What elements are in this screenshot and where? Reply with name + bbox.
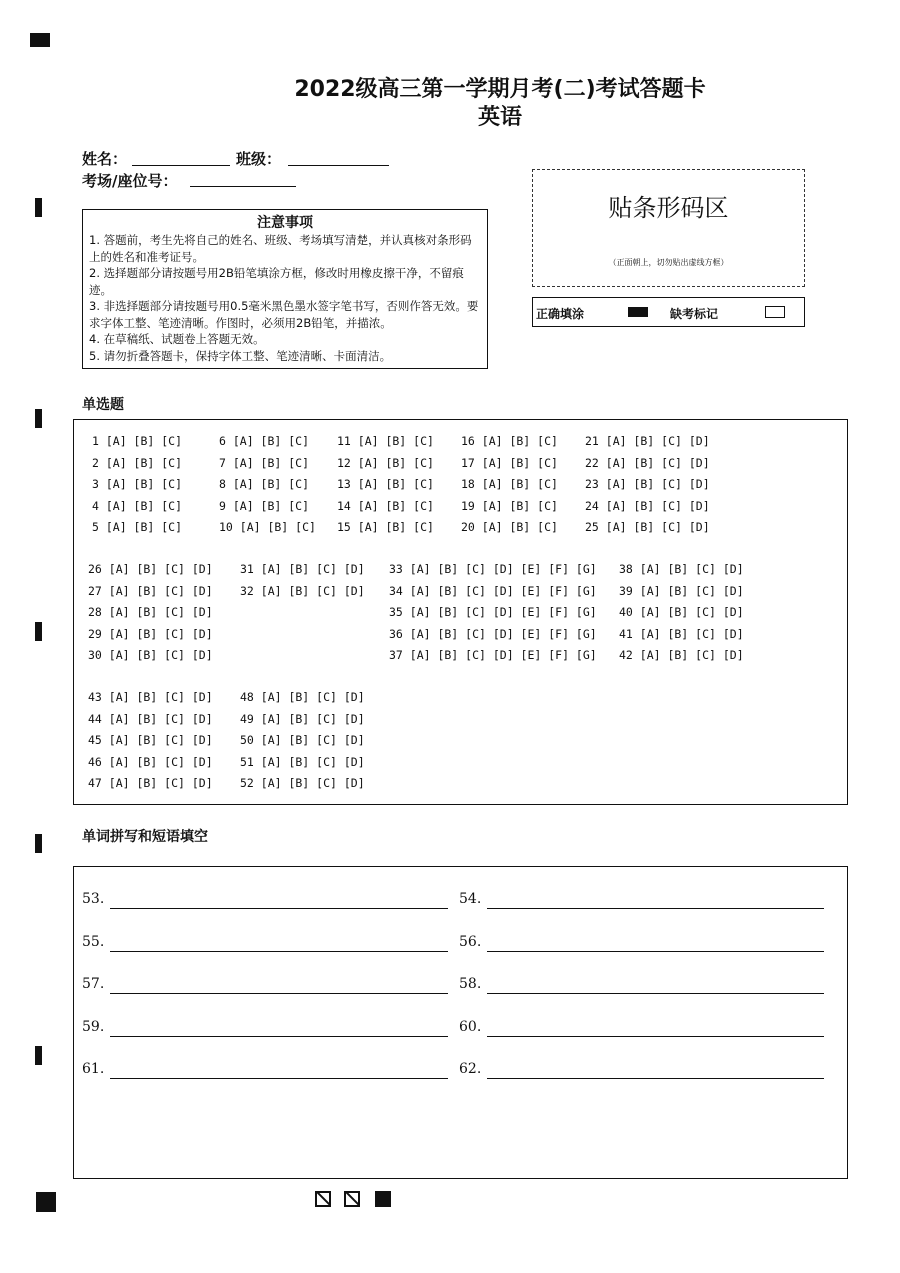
page-title: 2022级高三第一学期月考(二)考试答题卡	[294, 77, 706, 102]
choice-question[interactable]: 52 [A] [B] [C] [D]	[240, 776, 365, 790]
class-label: 班级：	[236, 150, 282, 168]
choice-question[interactable]: 22 [A] [B] [C] [D]	[585, 455, 710, 470]
name-field[interactable]	[132, 165, 230, 166]
blank-number: 62.	[459, 1061, 482, 1077]
choice-question[interactable]: 3 [A] [B] [C]	[92, 477, 183, 491]
answer-line[interactable]	[487, 1078, 824, 1079]
answer-line[interactable]	[110, 993, 448, 994]
choice-question[interactable]: 43 [A] [B] [C] [D]	[88, 690, 213, 704]
blank-number: 58.	[459, 976, 482, 992]
notice-item: 2. 选择题部分请按题号用2B铅笔填涂方框，修改时用橡皮擦干净，不留痕迹。	[89, 266, 464, 297]
seat-label: 考场/座位号：	[82, 172, 178, 190]
blank-number: 54.	[459, 891, 482, 907]
timing-mark	[36, 1192, 56, 1212]
answer-line[interactable]	[487, 951, 824, 952]
choice-question[interactable]: 9 [A] [B] [C]	[219, 498, 310, 513]
answer-line[interactable]	[110, 1078, 448, 1079]
choice-question[interactable]: 48 [A] [B] [C] [D]	[240, 690, 365, 704]
choice-question[interactable]: 10 [A] [B] [C]	[219, 520, 316, 534]
choice-question[interactable]: 24 [A] [B] [C] [D]	[585, 498, 710, 513]
choice-question[interactable]: 37 [A] [B] [C] [D] [E] [F] [G]	[389, 648, 597, 662]
choice-question[interactable]: 31 [A] [B] [C] [D]	[240, 562, 365, 576]
choice-question[interactable]: 28 [A] [B] [C] [D]	[88, 605, 213, 619]
choice-question[interactable]: 20 [A] [B] [C]	[461, 520, 558, 534]
choice-question[interactable]: 32 [A] [B] [C] [D]	[240, 583, 365, 598]
answer-line[interactable]	[487, 993, 824, 994]
choice-question[interactable]: 50 [A] [B] [C] [D]	[240, 733, 365, 747]
choice-question[interactable]: 15 [A] [B] [C]	[337, 520, 434, 534]
notice-item: 4. 在草稿纸、试题卷上答题无效。	[89, 332, 265, 346]
choice-question[interactable]: 49 [A] [B] [C] [D]	[240, 711, 365, 726]
choice-question[interactable]: 11 [A] [B] [C]	[337, 434, 434, 448]
timing-mark	[35, 622, 42, 641]
blank-number: 60.	[459, 1018, 482, 1035]
choice-question[interactable]: 27 [A] [B] [C] [D]	[88, 583, 213, 598]
choice-question[interactable]: 29 [A] [B] [C] [D]	[88, 626, 213, 641]
choice-question[interactable]: 13 [A] [B] [C]	[337, 477, 434, 491]
barcode-area	[532, 169, 805, 287]
choice-question[interactable]: 26 [A] [B] [C] [D]	[88, 562, 213, 576]
choice-question[interactable]: 44 [A] [B] [C] [D]	[88, 711, 213, 726]
choice-question[interactable]: 21 [A] [B] [C] [D]	[585, 434, 710, 448]
notice-box	[82, 209, 488, 369]
choice-question[interactable]: 19 [A] [B] [C]	[461, 498, 558, 513]
answer-line[interactable]	[487, 1036, 824, 1037]
choice-question[interactable]: 18 [A] [B] [C]	[461, 477, 558, 491]
notice-title: 注意事项	[257, 215, 313, 231]
choice-question[interactable]: 6 [A] [B] [C]	[219, 434, 310, 448]
timing-mark	[35, 198, 42, 217]
choice-question[interactable]: 2 [A] [B] [C]	[92, 455, 183, 470]
timing-mark	[35, 1046, 42, 1065]
notice-item: 1. 答题前，考生先将自己的姓名、班级、考场填写清楚，并认真核对条形码上的姓名和准考证号。	[89, 233, 472, 264]
choice-question[interactable]: 16 [A] [B] [C]	[461, 434, 558, 448]
choice-question[interactable]: 42 [A] [B] [C] [D]	[619, 648, 744, 662]
filled-square-icon	[375, 1191, 391, 1207]
choice-question[interactable]: 34 [A] [B] [C] [D] [E] [F] [G]	[389, 583, 597, 598]
choice-question[interactable]: 14 [A] [B] [C]	[337, 498, 434, 513]
choice-question[interactable]: 51 [A] [B] [C] [D]	[240, 754, 365, 769]
choice-question[interactable]: 17 [A] [B] [C]	[461, 455, 558, 470]
correct-fill-sample	[628, 307, 648, 317]
choice-question[interactable]: 23 [A] [B] [C] [D]	[585, 477, 710, 491]
blank-number: 53.	[82, 891, 105, 907]
choice-question[interactable]: 35 [A] [B] [C] [D] [E] [F] [G]	[389, 605, 597, 619]
absent-mark-label: 缺考标记	[670, 307, 719, 321]
choice-question[interactable]: 8 [A] [B] [C]	[219, 477, 310, 491]
choice-question[interactable]: 46 [A] [B] [C] [D]	[88, 754, 213, 769]
crossed-square-icon	[344, 1191, 360, 1207]
timing-mark	[30, 33, 50, 47]
fill-blank-box	[73, 866, 848, 1179]
choice-question[interactable]: 36 [A] [B] [C] [D] [E] [F] [G]	[389, 626, 597, 641]
seat-field[interactable]	[190, 186, 296, 187]
choice-question[interactable]: 25 [A] [B] [C] [D]	[585, 520, 710, 534]
single-choice-title: 单选题	[82, 397, 124, 413]
answer-line[interactable]	[110, 1036, 448, 1037]
single-choice-box	[73, 419, 848, 805]
choice-question[interactable]: 38 [A] [B] [C] [D]	[619, 562, 744, 576]
barcode-hint: （正面朝上，切勿贴出虚线方框）	[608, 258, 729, 267]
name-label: 姓名：	[82, 150, 128, 168]
answer-line[interactable]	[110, 908, 448, 909]
timing-mark	[35, 834, 42, 853]
barcode-label: 贴条形码区	[608, 194, 729, 222]
choice-question[interactable]: 1 [A] [B] [C]	[92, 434, 183, 448]
choice-question[interactable]: 4 [A] [B] [C]	[92, 498, 183, 513]
choice-question[interactable]: 47 [A] [B] [C] [D]	[88, 776, 213, 790]
fill-blank-title: 单词拼写和短语填空	[82, 829, 208, 845]
choice-question[interactable]: 12 [A] [B] [C]	[337, 455, 434, 470]
choice-question[interactable]: 7 [A] [B] [C]	[219, 455, 310, 470]
choice-question[interactable]: 45 [A] [B] [C] [D]	[88, 733, 213, 747]
answer-line[interactable]	[487, 908, 824, 909]
choice-question[interactable]: 41 [A] [B] [C] [D]	[619, 626, 744, 641]
choice-question[interactable]: 39 [A] [B] [C] [D]	[619, 583, 744, 598]
crossed-square-icon	[315, 1191, 331, 1207]
timing-mark	[35, 409, 42, 428]
blank-number: 57.	[82, 976, 105, 992]
blank-number: 56.	[459, 933, 482, 950]
blank-number: 55.	[82, 933, 105, 950]
subject-title: 英语	[477, 105, 522, 130]
blank-number: 59.	[82, 1018, 105, 1035]
choice-question[interactable]: 33 [A] [B] [C] [D] [E] [F] [G]	[389, 562, 597, 576]
choice-question[interactable]: 40 [A] [B] [C] [D]	[619, 605, 744, 619]
answer-line[interactable]	[110, 951, 448, 952]
class-field[interactable]	[288, 165, 389, 166]
fill-legend	[532, 297, 805, 327]
choice-question[interactable]: 30 [A] [B] [C] [D]	[88, 648, 213, 662]
notice-item: 3. 非选择题部分请按题号用0.5毫米黑色墨水签字笔书写，否则作答无效。要求字体工整、笔迹清晰。作图时，必须用2B铅笔，并描浓。	[89, 299, 479, 330]
blank-number: 61.	[82, 1061, 105, 1077]
choice-question[interactable]: 5 [A] [B] [C]	[92, 520, 183, 534]
absent-mark-box[interactable]	[765, 306, 785, 318]
notice-item: 5. 请勿折叠答题卡，保持字体工整、笔迹清晰、卡面清洁。	[89, 348, 392, 363]
correct-fill-label: 正确填涂	[536, 307, 585, 321]
